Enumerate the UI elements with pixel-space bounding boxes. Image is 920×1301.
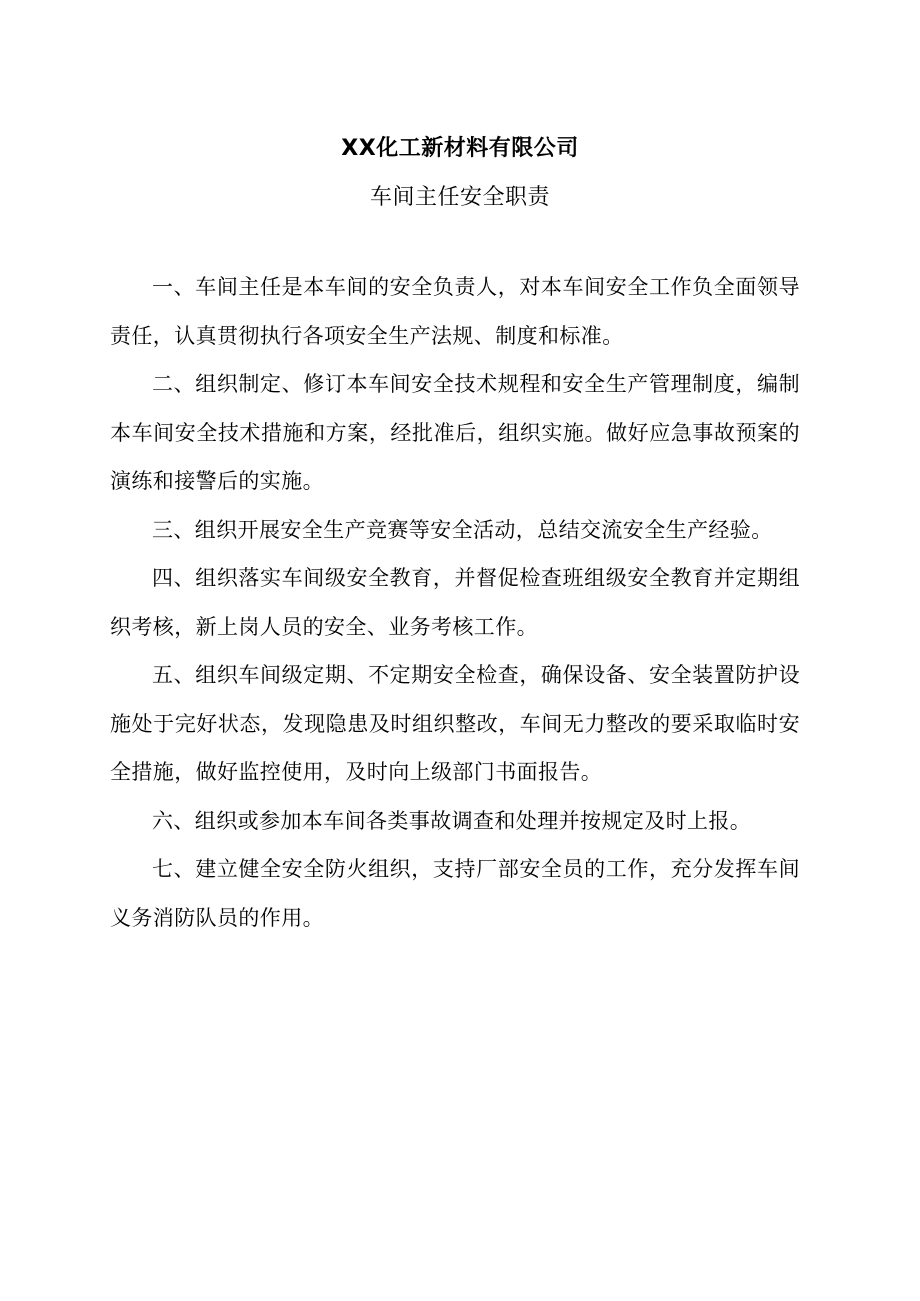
- paragraph-1: 一、车间主任是本车间的安全负责人，对本车间安全工作负全面领导责任，认真贯彻执行各项安全生产法规、制度和标准。: [110, 275, 800, 348]
- company-title: XX化工新材料有限公司: [341, 136, 579, 161]
- document-title: 车间主任安全职责: [369, 185, 550, 210]
- paragraph-7: 七、建立健全安全防火组织，支持厂部安全员的工作，充分发挥车间义务消防队员的作用。: [110, 857, 800, 930]
- paragraph-5: 五、组织车间级定期、不定期安全检查，确保设备、安全装置防护设施处于完好状态，发现隐患及时组织整改，车间无力整改的要采取临时安全措施，做好监控使用，及时向上级部门书面报告。: [110, 663, 800, 784]
- paragraph-2: 二、组织制定、修订本车间安全技术规程和安全生产管理制度，编制本车间安全技术措施和方案，经批准后，组织实施。做好应急事故预案的演练和接警后的实施。: [110, 372, 800, 493]
- document-body: [110, 263, 800, 942]
- paragraph-3: 三、组织开展安全生产竞赛等安全活动，总结交流安全生产经验。: [152, 517, 773, 542]
- paragraph-4: 四、组织落实车间级安全教育，并督促检查班组级安全教育并定期组织考核，新上岗人员的安全、业务考核工作。: [110, 566, 800, 639]
- paragraph-6: 六、组织或参加本车间各类事故调查和处理并按规定及时上报。: [152, 808, 752, 833]
